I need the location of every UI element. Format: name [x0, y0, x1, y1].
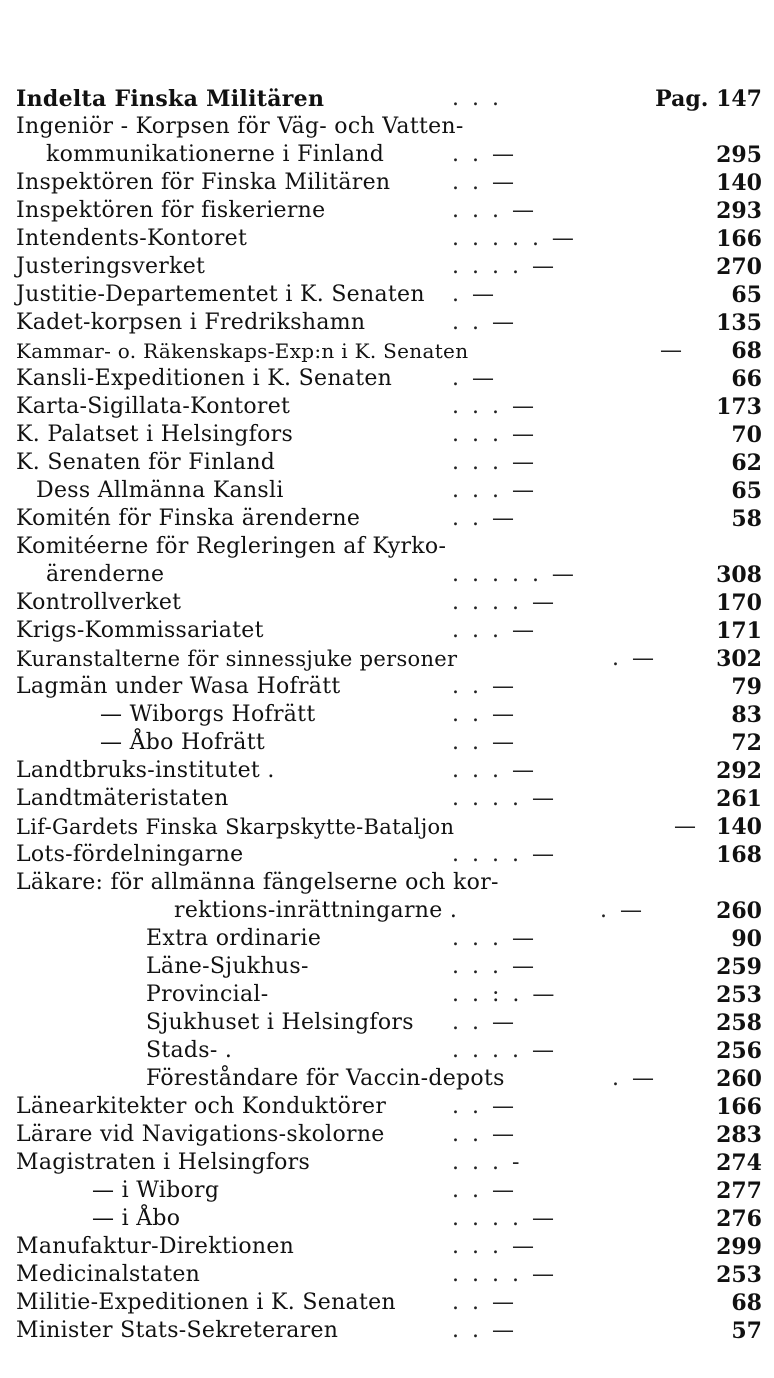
entry-text: Dess Allmänna Kansli: [36, 478, 284, 503]
entry-text: K. Senaten för Finland: [16, 450, 276, 475]
entry-page: 83: [731, 702, 762, 728]
entry-leader: . —: [452, 366, 497, 391]
entry-page: 270: [716, 254, 762, 280]
entry-page: 283: [716, 1122, 762, 1148]
index-entry: [0, 1204, 774, 1234]
entry-leader: . —: [612, 1066, 657, 1091]
entry-page: 292: [716, 758, 762, 784]
index-entry: [0, 476, 774, 506]
entry-leader: . . . —: [452, 954, 537, 979]
entry-leader: . . —: [452, 1122, 517, 1147]
entry-leader: . . . . —: [452, 1262, 557, 1287]
entry-text: Länearkitekter och Konduktörer: [16, 1094, 387, 1119]
index-entry: [0, 112, 774, 142]
index-entry: [0, 196, 774, 226]
entry-leader: . . . —: [452, 450, 537, 475]
entry-page: 66: [731, 366, 762, 392]
entry-text: — Wiborgs Hofrätt: [100, 702, 316, 727]
index-entry: [0, 532, 774, 562]
entry-text: Provincial-: [146, 982, 269, 1007]
entry-leader: . . —: [452, 1094, 517, 1119]
entry-text: Krigs-Kommissariatet: [16, 618, 264, 643]
entry-leader: . . . . —: [452, 1038, 557, 1063]
entry-text: Ingeniör - Korpsen för Väg- och Vatten-: [16, 114, 464, 139]
index-entry: [0, 700, 774, 730]
entry-leader: . . . . —: [452, 786, 557, 811]
entry-leader: . —: [452, 282, 497, 307]
index-entry: [0, 1092, 774, 1122]
entry-text: — i Åbo: [92, 1206, 181, 1231]
entry-leader: . . . —: [452, 758, 537, 783]
index-entry: [0, 1232, 774, 1262]
entry-page: 261: [716, 786, 762, 812]
index-entry: [0, 644, 774, 674]
index-entry: [0, 308, 774, 338]
entry-text: Justeringsverket: [16, 254, 206, 279]
entry-page: 253: [716, 1262, 762, 1288]
index-entry: [0, 1120, 774, 1150]
index-entry: [0, 756, 774, 786]
index-entry: [0, 952, 774, 982]
entry-leader: . . —: [452, 674, 517, 699]
entry-page: 274: [716, 1150, 762, 1176]
entry-leader: . —: [600, 898, 645, 923]
entry-text: Minister Stats-Sekreteraren: [16, 1318, 339, 1343]
entry-page: 259: [716, 954, 762, 980]
entry-page: 293: [716, 198, 762, 224]
entry-text: Kansli-Expeditionen i K. Senaten: [16, 366, 393, 391]
entry-page: 253: [716, 982, 762, 1008]
entry-page: 68: [731, 1290, 762, 1316]
entry-leader: . . : . —: [452, 982, 558, 1007]
entry-leader: . . . —: [452, 422, 537, 447]
entry-text: Inspektören för fiskerierne: [16, 198, 326, 223]
entry-page: Pag. 147: [655, 86, 762, 112]
entry-page: 90: [731, 926, 762, 952]
index-entry: [0, 252, 774, 282]
entry-page: 70: [731, 422, 762, 448]
entry-text: Landtbruks-institutet .: [16, 758, 275, 783]
index-entry: [0, 868, 774, 898]
index-entry: [0, 560, 774, 590]
entry-leader: . . —: [452, 170, 517, 195]
entry-text: Extra ordinarie: [146, 926, 322, 951]
entry-leader: . . —: [452, 142, 517, 167]
entry-leader: . . . —: [452, 478, 537, 503]
index-entry: [0, 420, 774, 450]
entry-page: 79: [731, 674, 762, 700]
entry-page: 58: [731, 506, 762, 532]
entry-text: Militie-Expeditionen i K. Senaten: [16, 1290, 396, 1315]
entry-leader: . . . —: [452, 926, 537, 951]
entry-page: 135: [716, 310, 762, 336]
entry-page: 299: [716, 1234, 762, 1260]
entry-leader: . . —: [452, 730, 517, 755]
entry-text: Magistraten i Helsingfors: [16, 1150, 311, 1175]
entry-page: 170: [716, 590, 762, 616]
entry-leader: . —: [612, 646, 657, 671]
index-entry: [0, 504, 774, 534]
entry-text: Lif-Gardets Finska Skarpskytte-Bataljon: [16, 815, 455, 839]
entry-text: — i Wiborg: [92, 1178, 220, 1203]
entry-page: 171: [716, 618, 762, 644]
index-entry: [0, 1008, 774, 1038]
index-entry: [0, 84, 774, 114]
entry-text: Justitie-Departementet i K. Senaten: [16, 282, 425, 307]
index-entry: [0, 728, 774, 758]
entry-page: 65: [731, 282, 762, 308]
entry-text: Kadet-korpsen i Fredrikshamn: [16, 310, 366, 335]
entry-text: Läne-Sjukhus-: [146, 954, 309, 979]
entry-leader: . . . . —: [452, 590, 557, 615]
index-entry: [0, 616, 774, 646]
entry-page: 260: [716, 898, 762, 924]
entry-page: 302: [716, 646, 762, 672]
index-entry: [0, 140, 774, 170]
entry-leader: —: [660, 338, 685, 363]
entry-text: Intendents-Kontoret: [16, 226, 248, 251]
entry-page: 68: [731, 338, 762, 364]
index-entry: [0, 280, 774, 310]
index-entry: [0, 336, 774, 366]
index-entry: [0, 1064, 774, 1094]
entry-text: Kontrollverket: [16, 590, 182, 615]
entry-page: 308: [716, 562, 762, 588]
index-entry: [0, 896, 774, 926]
index-entry: [0, 812, 774, 842]
entry-text: ärenderne: [46, 562, 165, 587]
entry-leader: . . —: [452, 1010, 517, 1035]
entry-page: 256: [716, 1038, 762, 1064]
entry-leader: . . —: [452, 702, 517, 727]
entry-leader: . . . —: [452, 618, 537, 643]
entry-text: Medicinalstaten: [16, 1262, 201, 1287]
index-entry: [0, 392, 774, 422]
entry-leader: . . .: [452, 86, 502, 111]
entry-text: Stads- .: [146, 1038, 233, 1063]
index-entry: [0, 1176, 774, 1206]
entry-leader: . . . . . —: [452, 562, 577, 587]
entry-page: 166: [716, 226, 762, 252]
entry-leader: . . . . —: [452, 254, 557, 279]
entry-text: — Åbo Hofrätt: [100, 730, 265, 755]
entry-leader: . . . . . —: [452, 226, 577, 251]
entry-text: kommunikationerne i Finland: [46, 142, 385, 167]
entry-text: rektions-inrättningarne .: [174, 898, 458, 923]
entry-leader: . . . —: [452, 198, 537, 223]
entry-text: Lagmän under Wasa Hofrätt: [16, 674, 341, 699]
entry-leader: . . . . —: [452, 1206, 557, 1231]
index-entry: [0, 168, 774, 198]
entry-text: Kammar- o. Räkenskaps-Exp:n i K. Senaten: [16, 339, 469, 363]
index-entry: [0, 1148, 774, 1178]
entry-text: Inspektören för Finska Militären: [16, 170, 391, 195]
entry-page: 166: [716, 1094, 762, 1120]
entry-text: Landtmäteristaten: [16, 786, 229, 811]
entry-page: 277: [716, 1178, 762, 1204]
entry-text: Komitén för Finska ärenderne: [16, 506, 361, 531]
index-entry: [0, 224, 774, 254]
index-entry: [0, 924, 774, 954]
index-entry: [0, 364, 774, 394]
entry-page: 295: [716, 142, 762, 168]
index-entry: [0, 784, 774, 814]
entry-page: 140: [716, 814, 762, 840]
entry-page: 140: [716, 170, 762, 196]
entry-text: Karta-Sigillata-Kontoret: [16, 394, 291, 419]
index-entry: [0, 1260, 774, 1290]
entry-page: 72: [731, 730, 762, 756]
entry-leader: . . . -: [452, 1150, 523, 1175]
entry-page: 276: [716, 1206, 762, 1232]
entry-page: 62: [731, 450, 762, 476]
entry-page: 168: [716, 842, 762, 868]
entry-leader: . . —: [452, 1318, 517, 1343]
entry-leader: . . . —: [452, 1234, 537, 1259]
entry-text: Läkare: för allmänna fängelserne och kor-: [16, 870, 499, 895]
entry-page: 65: [731, 478, 762, 504]
entry-text: Föreståndare för Vaccin-depots: [146, 1066, 505, 1091]
index-entry: [0, 588, 774, 618]
entry-leader: . . —: [452, 310, 517, 335]
entry-text: Kuranstalterne för sinnessjuke personer: [16, 647, 458, 671]
entry-leader: . . —: [452, 1290, 517, 1315]
entry-page: 173: [716, 394, 762, 420]
entry-leader: —: [674, 814, 699, 839]
index-entry: [0, 1288, 774, 1318]
entry-text: Manufaktur-Direktionen: [16, 1234, 295, 1259]
entry-leader: . . . —: [452, 394, 537, 419]
index-entry: [0, 840, 774, 870]
entry-leader: . . —: [452, 1178, 517, 1203]
entry-text: Lärare vid Navigations-skolorne: [16, 1122, 385, 1147]
index-entry: [0, 448, 774, 478]
entry-text: K. Palatset i Helsingfors: [16, 422, 294, 447]
entry-text: Lots-fördelningarne: [16, 842, 244, 867]
entry-page: 260: [716, 1066, 762, 1092]
entry-page: 258: [716, 1010, 762, 1036]
index-entry: [0, 1316, 774, 1346]
index-entry: [0, 980, 774, 1010]
entry-text: Indelta Finska Militären: [16, 86, 325, 112]
entry-page: 57: [731, 1318, 762, 1344]
index-entry: [0, 672, 774, 702]
entry-leader: . . . . —: [452, 842, 557, 867]
entry-text: Sjukhuset i Helsingfors: [146, 1010, 414, 1035]
entry-leader: . . —: [452, 506, 517, 531]
index-entry: [0, 1036, 774, 1066]
entry-text: Komitéerne för Regleringen af Kyrko-: [16, 534, 447, 559]
